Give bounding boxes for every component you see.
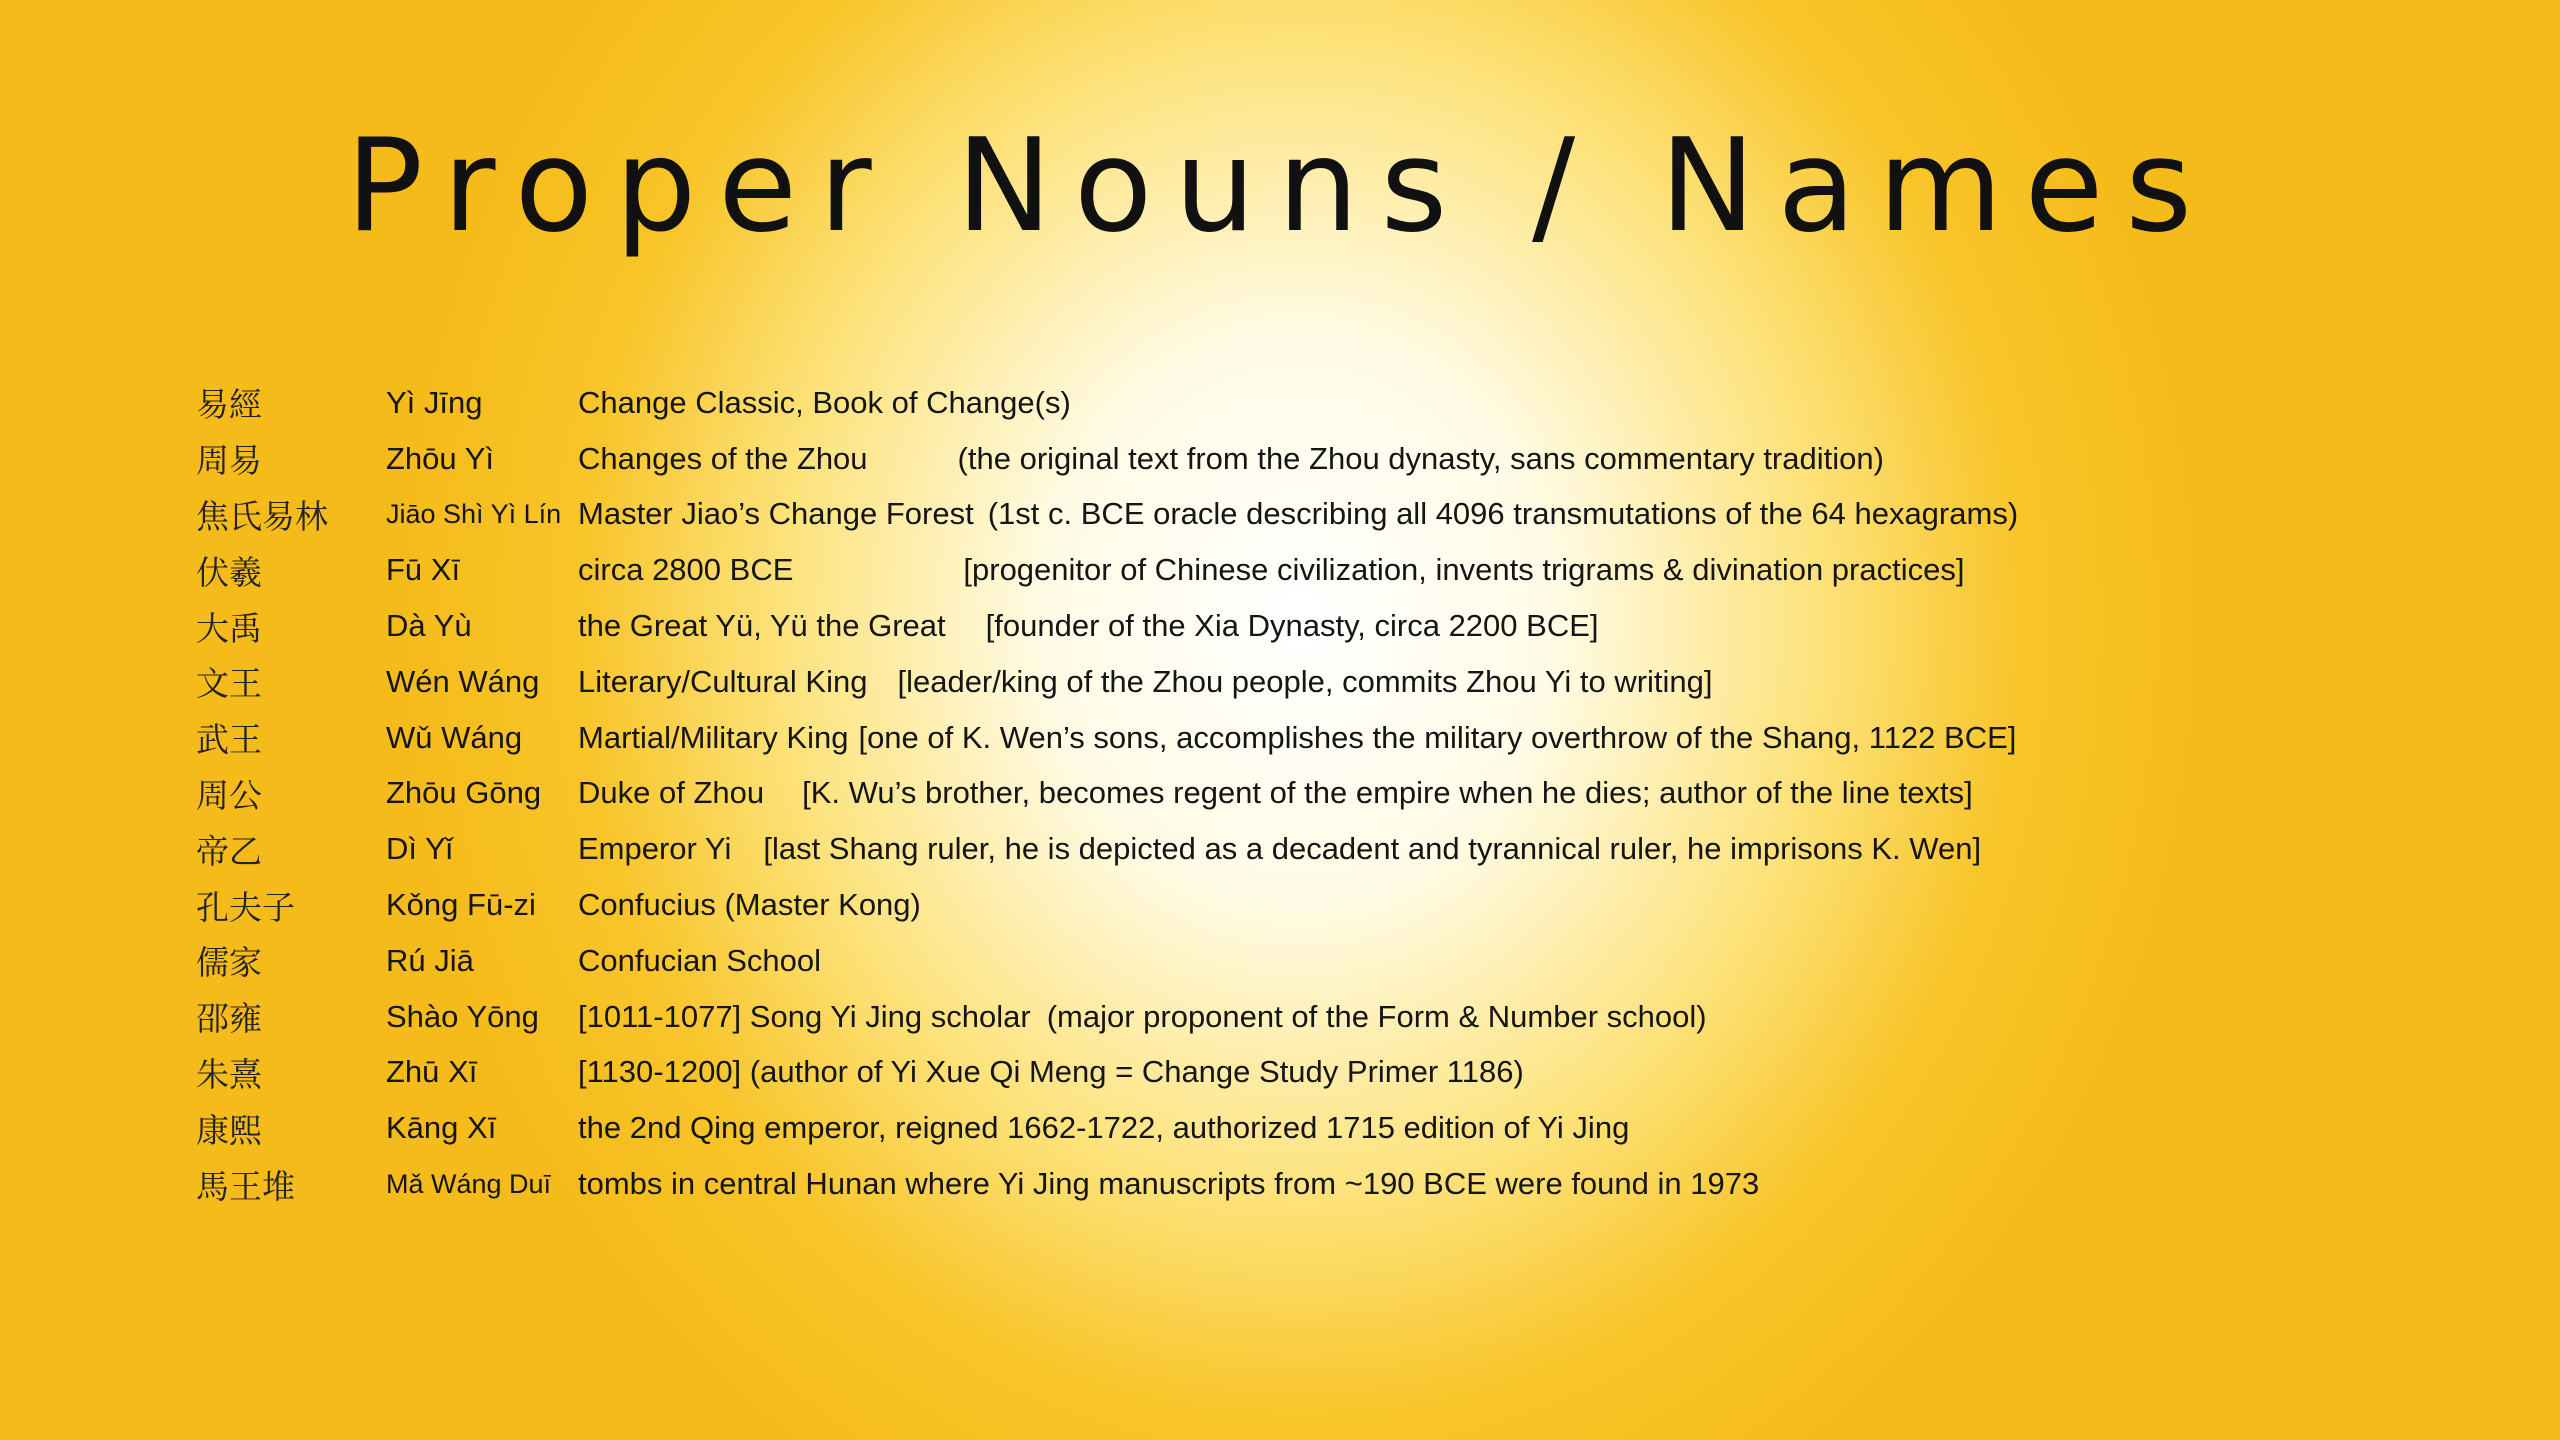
description-cell xyxy=(578,720,2016,756)
table-row xyxy=(196,1100,2396,1156)
description-text: Confucius (Master Kong) xyxy=(578,887,921,923)
description-cell xyxy=(578,441,1884,477)
hanzi-cell: 帝乙 xyxy=(196,831,262,871)
slide-title: Proper Nouns / Names xyxy=(345,112,2215,261)
description-cell xyxy=(578,831,1981,867)
description-cell xyxy=(578,552,1964,588)
description-note: [progenitor of Chinese civilization, invents trigrams & divination practices] xyxy=(963,552,1965,588)
hanzi-cell: 焦氏易林 xyxy=(196,496,328,536)
pinyin-cell: Zhōu Yì xyxy=(386,440,495,476)
pinyin-cell: Wǔ Wáng xyxy=(386,719,523,755)
table-row xyxy=(196,989,2396,1045)
hanzi-cell: 邵雍 xyxy=(196,999,262,1039)
description-text: Master Jiao’s Change Forest xyxy=(578,496,974,532)
pinyin-cell: Zhū Xī xyxy=(386,1054,478,1090)
description-text: Literary/Cultural King xyxy=(578,663,868,699)
hanzi-cell: 周公 xyxy=(196,775,262,815)
table-row xyxy=(196,1156,2396,1212)
hanzi-cell: 儒家 xyxy=(196,943,262,983)
description-text: the Great Yü, Yü the Great xyxy=(578,608,946,644)
description-note: [K. Wu’s brother, becomes regent of the empire when he dies; author of the line texts] xyxy=(802,775,1973,811)
table-row xyxy=(196,598,2396,654)
description-cell xyxy=(578,943,821,979)
table-row xyxy=(196,766,2396,822)
hanzi-cell: 孔夫子 xyxy=(196,887,295,927)
description-cell xyxy=(578,1110,1629,1146)
description-text: Change Classic, Book of Change(s) xyxy=(578,384,1071,420)
description-note: [one of K. Wen’s sons, accomplishes the military overthrow of the Shang, 1122 BCE] xyxy=(858,719,2017,755)
pinyin-cell: Kǒng Fū-zi xyxy=(386,887,536,923)
table-row xyxy=(196,375,2396,431)
pinyin-cell: Dà Yù xyxy=(386,608,472,644)
table-row xyxy=(196,1045,2396,1101)
table-row xyxy=(196,710,2396,766)
hanzi-cell: 武王 xyxy=(196,720,262,760)
table-row xyxy=(196,933,2396,989)
table-row xyxy=(196,487,2396,543)
description-text: Confucian School xyxy=(578,942,821,978)
description-text: circa 2800 BCE xyxy=(578,552,794,588)
pinyin-cell: Dì Yǐ xyxy=(386,831,453,867)
table-row xyxy=(196,542,2396,598)
pinyin-cell: Kāng Xī xyxy=(386,1110,497,1146)
description-text: tombs in central Hunan where Yi Jing manuscripts from ~190 BCE were found in 1973 xyxy=(578,1166,1760,1202)
hanzi-cell: 馬王堆 xyxy=(196,1166,295,1206)
hanzi-cell: 康熙 xyxy=(196,1110,262,1150)
description-text: Changes of the Zhou xyxy=(578,440,868,476)
hanzi-cell: 易經 xyxy=(196,385,262,425)
pinyin-cell: Shào Yōng xyxy=(386,998,539,1034)
description-cell xyxy=(578,1054,1524,1090)
pinyin-cell: Mǎ Wáng Duī xyxy=(386,1168,552,1199)
description-note: (1st c. BCE oracle describing all 4096 transmutations of the 64 hexagrams) xyxy=(987,496,2019,532)
description-cell xyxy=(578,608,1599,644)
names-table xyxy=(196,375,2396,1212)
hanzi-cell: 文王 xyxy=(196,664,262,704)
description-cell xyxy=(578,887,921,923)
hanzi-cell: 朱熹 xyxy=(196,1054,262,1094)
table-row xyxy=(196,654,2396,710)
pinyin-cell: Zhōu Gōng xyxy=(386,775,542,811)
description-text: Duke of Zhou xyxy=(578,775,765,811)
pinyin-cell: Yì Jīng xyxy=(386,384,483,420)
description-cell xyxy=(578,496,2018,532)
description-cell xyxy=(578,775,1973,811)
description-note: [last Shang ruler, he is depicted as a decadent and tyrannical ruler, he imprisons K. Wen] xyxy=(763,831,1982,867)
description-note: (major proponent of the Form & Number school) xyxy=(1046,998,1707,1034)
description-text: Martial/Military King xyxy=(578,719,849,755)
description-cell xyxy=(578,664,1713,700)
description-text: Emperor Yi xyxy=(578,831,732,867)
hanzi-cell: 伏羲 xyxy=(196,552,262,592)
description-text: [1130-1200] (author of Yi Xue Qi Meng = Change Study Primer 1186) xyxy=(578,1054,1524,1090)
pinyin-cell: Wén Wáng xyxy=(386,663,540,699)
hanzi-cell: 大禹 xyxy=(196,608,262,648)
table-row xyxy=(196,877,2396,933)
pinyin-cell: Fū Xī xyxy=(386,552,461,588)
description-text: the 2nd Qing emperor, reigned 1662-1722, authorized 1715 edition of Yi Jing xyxy=(578,1110,1630,1146)
table-row xyxy=(196,821,2396,877)
description-cell xyxy=(578,385,1071,421)
hanzi-cell: 周易 xyxy=(196,441,262,481)
description-text: [1011-1077] Song Yi Jing scholar xyxy=(578,998,1031,1034)
description-note: [leader/king of the Zhou people, commits Zhou Yi to writing] xyxy=(897,663,1713,699)
description-cell xyxy=(578,999,1707,1035)
description-note: (the original text from the Zhou dynasty, sans commentary tradition) xyxy=(957,440,1884,476)
description-note: [founder of the Xia Dynasty, circa 2200 BCE] xyxy=(985,608,1599,644)
table-row xyxy=(196,431,2396,487)
pinyin-cell: Rú Jiā xyxy=(386,942,474,978)
pinyin-cell: Jiāo Shì Yì Lín xyxy=(386,498,562,529)
description-cell xyxy=(578,1166,1759,1202)
